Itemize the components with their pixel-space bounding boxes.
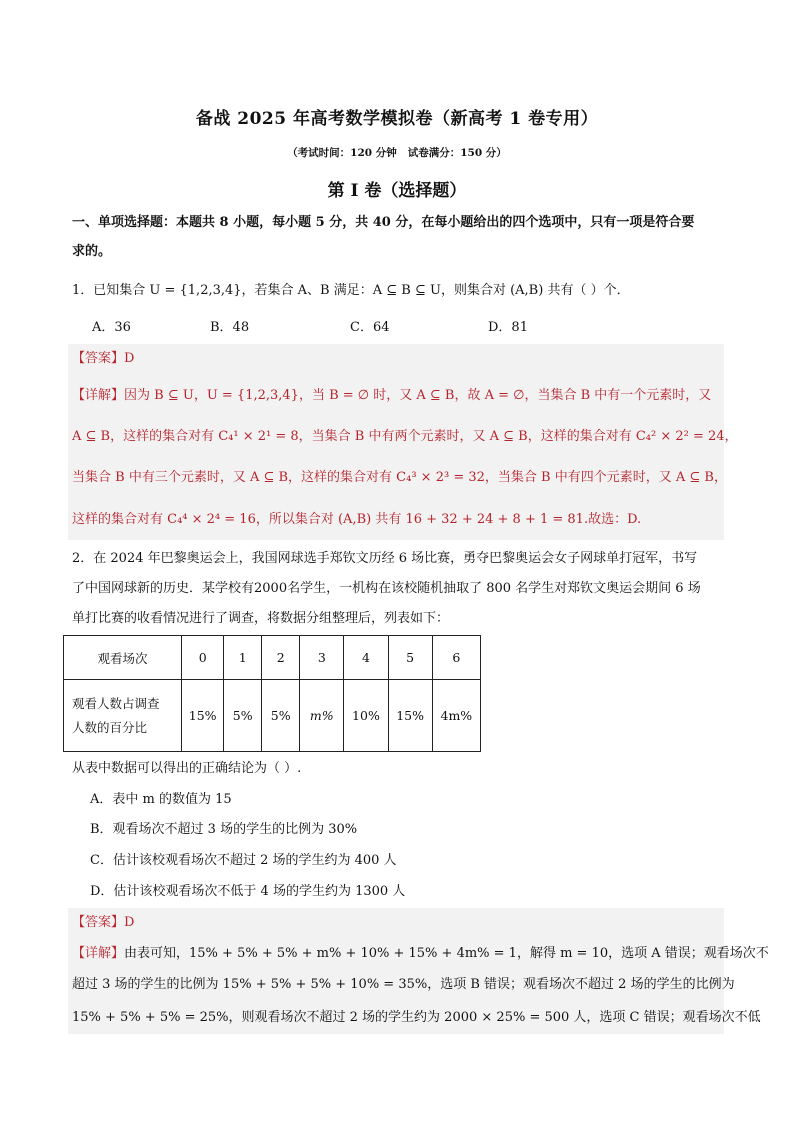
q2-detail-line3: 15% + 5% + 5% = 25%，则观看场次不超过 2 场的学生约为 2000 × 25% = 500 人，选项 C 错误；观看场次不低: [72, 1010, 761, 1025]
table-row: [64, 680, 481, 752]
part-title: 第 I 卷（选择题）: [327, 181, 467, 201]
table-cell: 5%: [224, 680, 262, 752]
q1-detail-line3: 当集合 B 中有三个元素时，又 A ⊆ B，这样的集合对有 C₄³ × 2³ = 32，当集合 B 中有四个元素时，又 A ⊆ B，: [72, 470, 727, 485]
table-cell: 10%: [344, 680, 388, 752]
q2-stem-line1: 2．在 2024 年巴黎奥运会上，我国网球选手郑钦文历经 6 场比赛，勇夺巴黎奥运会女子网球单打冠军，书写: [72, 551, 698, 566]
q2-stem-line2: 了中国网球新的历史．某学校有2000名学生，一机构在该校随机抽取了 800 名学生对郑钦文奥运会期间 6 场: [72, 581, 701, 596]
q2-option-d: D．估计该校观看场次不低于 4 场的学生约为 1300 人: [90, 884, 406, 899]
q2-stem-line3: 单打比赛的收看情况进行了调查，将数据分组整理后，列表如下：: [72, 611, 450, 626]
q2-answer: 【答案】D: [72, 915, 135, 930]
q2-option-b: B．观看场次不超过 3 场的学生的比例为 30%: [90, 822, 358, 837]
q2-option-c: C．估计该校观看场次不超过 2 场的学生约为 400 人: [90, 853, 397, 868]
table-cell: 4m%: [432, 680, 480, 752]
q1-detail-line1: 【详解】因为 B ⊆ U，U = {1,2,3,4}，当 B = ∅ 时，又 A ⊆ B，故 A = ∅，当集合 B 中有一个元素时，又: [72, 388, 712, 403]
section-intro-line1: 一、单项选择题：本题共 8 小题，每小题 5 分，共 40 分，在每小题给出的四个选项中，只有一项是符合要: [72, 215, 695, 230]
table-cell: 5: [388, 636, 432, 680]
q1-option-c: C．64: [350, 320, 390, 335]
q2-option-a: A．表中 m 的数值为 15: [90, 792, 232, 807]
table-cell: 3: [300, 636, 344, 680]
q1-stem: 1．已知集合 U = {1,2,3,4}，若集合 A、B 满足：A ⊆ B ⊆ U，则集合对 (A,B) 共有（ ）个．: [72, 283, 630, 298]
table-cell: 4: [344, 636, 388, 680]
q2-detail-label: 【详解】: [72, 946, 125, 961]
q1-detail-line4: 这样的集合对有 C₄⁴ × 2⁴ = 16，所以集合对 (A,B) 共有 16 + 32 + 24 + 8 + 1 = 81.故选：D.: [72, 512, 642, 527]
q1-option-b: B．48: [210, 320, 250, 335]
table-cell: 1: [224, 636, 262, 680]
table-row: [64, 636, 481, 680]
q1-option-a: A．36: [92, 320, 131, 335]
q1-detail-line2: A ⊆ B，这样的集合对有 C₄¹ × 2¹ = 8，当集合 B 中有两个元素时，又 A ⊆ B，这样的集合对有 C₄² × 2² = 24，: [72, 429, 738, 444]
table-cell: 5%: [262, 680, 300, 752]
viewing-stats-table: [63, 635, 481, 752]
table-cell: 2: [262, 636, 300, 680]
q1-answer: 【答案】D: [72, 351, 135, 366]
exam-info: （考试时间：120 分钟 试卷满分：150 分）: [287, 147, 507, 159]
table-cell: 15%: [182, 680, 224, 752]
table-cell: 6: [432, 636, 480, 680]
q2-detail-line1: 【详解】由表可知，15% + 5% + 5% + m% + 10% + 15% + 4m% = 1，解得 m = 10，选项 A 错误；观看场次不: [72, 946, 769, 961]
section-intro-line2: 求的。: [72, 244, 112, 259]
q1-detail-label: 【详解】: [72, 388, 125, 403]
table-header-cell: 观看人数占调查 人数的百分比: [64, 680, 182, 752]
table-cell: 15%: [388, 680, 432, 752]
q1-option-d: D．81: [488, 320, 528, 335]
table-header-cell: 观看场次: [64, 636, 182, 680]
q2-detail-line2: 超过 3 场的学生的比例为 15% + 5% + 5% + 10% = 35%，选项 B 错误；观看场次不超过 2 场的学生的比例为: [72, 977, 735, 992]
table-cell: m%: [300, 680, 344, 752]
page-title: 备战 2025 年高考数学模拟卷（新高考 1 卷专用）: [195, 109, 599, 129]
q2-question: 从表中数据可以得出的正确结论为（ ）.: [72, 761, 302, 776]
table-cell: 0: [182, 636, 224, 680]
